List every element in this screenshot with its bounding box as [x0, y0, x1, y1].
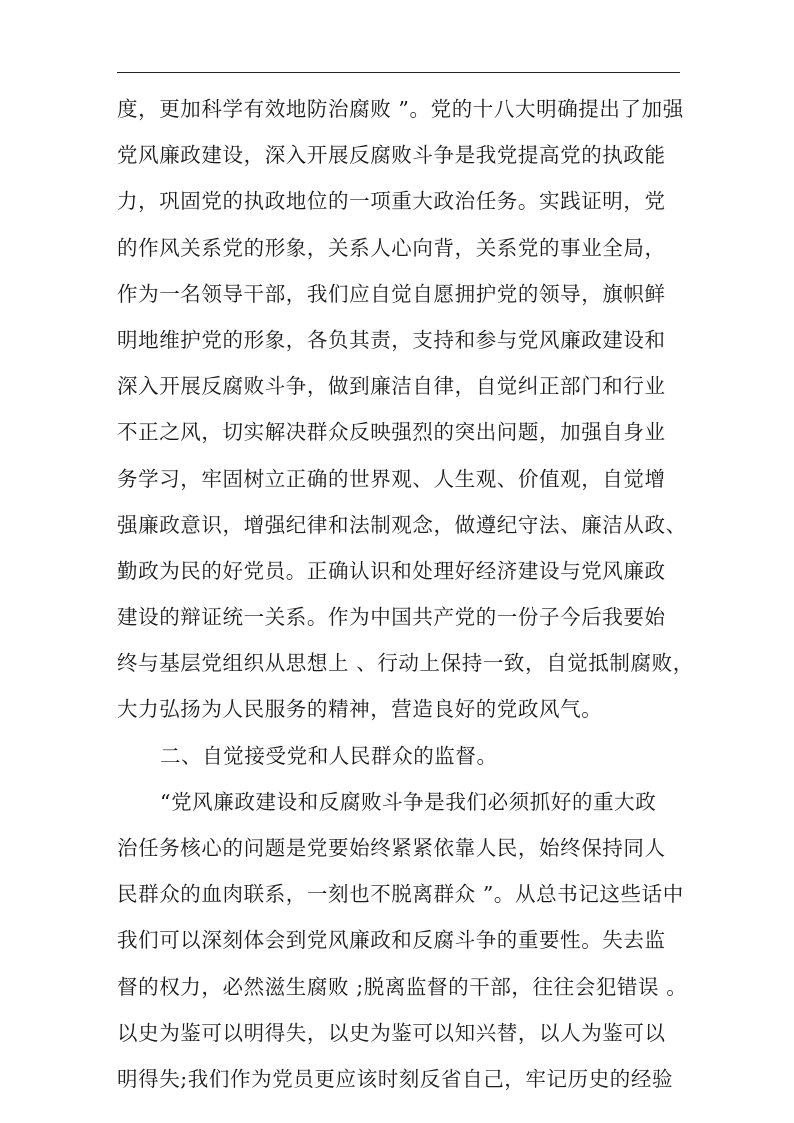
text-line: 明得失;我们作为党员更应该时刻反省自己，牢记历史的经验 [117, 1066, 674, 1091]
text-line: 的作风关系党的形象，关系人心向背，关系党的事业全局， [117, 235, 666, 260]
text-line: 二、自觉接受党和人民群众的监督。 [160, 743, 498, 768]
text-line: 力，巩固党的执政地位的一项重大政治任务。实践证明，党 [117, 189, 666, 214]
text-line: 深入开展反腐败斗争，做到廉洁自律，自觉纠正部门和行业 [117, 374, 666, 399]
text-line: 督的权力，必然滋生腐败 ;脱离监督的干部，往往会犯错误 。 [117, 974, 688, 999]
text-line: 治任务核心的问题是党要始终紧紧依靠人民，始终保持同人 [117, 836, 666, 860]
text-line: 党风廉政建设，深入开展反腐败斗争是我党提高党的执政能 [117, 143, 666, 168]
text-line: 以史为鉴可以明得失，以史为鉴可以知兴替，以人为鉴可以 [117, 1020, 666, 1045]
text-line: 我们可以深刻体会到党风廉政和反腐斗争的重要性。失去监 [117, 928, 666, 953]
text-line: 终与基层党组织从思想上 、行动上保持一致，自觉抵制腐败， [117, 651, 694, 676]
text-line: 作为一名领导干部，我们应自觉自愿拥护党的领导，旗帜鲜 [117, 281, 666, 306]
text-line: 强廉政意识，增强纪律和法制观念，做遵纪守法、廉洁从政、 [117, 512, 687, 537]
text-line: 明地维护党的形象，各负其责，支持和参与党风廉政建设和 [117, 327, 666, 352]
text-line: 勤政为民的好党员。正确认识和处理好经济建设与党风廉政 [117, 558, 666, 583]
text-line: 民群众的血肉联系，一刻也不脱离群众 ”。从总书记这些话中 [117, 882, 684, 907]
document-body [117, 86, 694, 1102]
text-line: 不正之风，切实解决群众反映强烈的突出问题，加强自身业 [117, 420, 666, 445]
text-line: 建设的辩证统一关系。作为中国共产党的一份子今后我要始 [117, 605, 666, 630]
text-line: “党风廉政建设和反腐败斗争是我们必须抓好的重大政 [160, 789, 657, 814]
text-line: 大力弘扬为人民服务的精神，营造良好的党政风气。 [117, 697, 603, 722]
text-line: 度，更加科学有效地防治腐败 ”。党的十八大明确提出了加强 [117, 97, 684, 121]
header-rule [117, 72, 680, 73]
text-line: 务学习，牢固树立正确的世界观、人生观、价值观，自觉增 [117, 466, 666, 491]
